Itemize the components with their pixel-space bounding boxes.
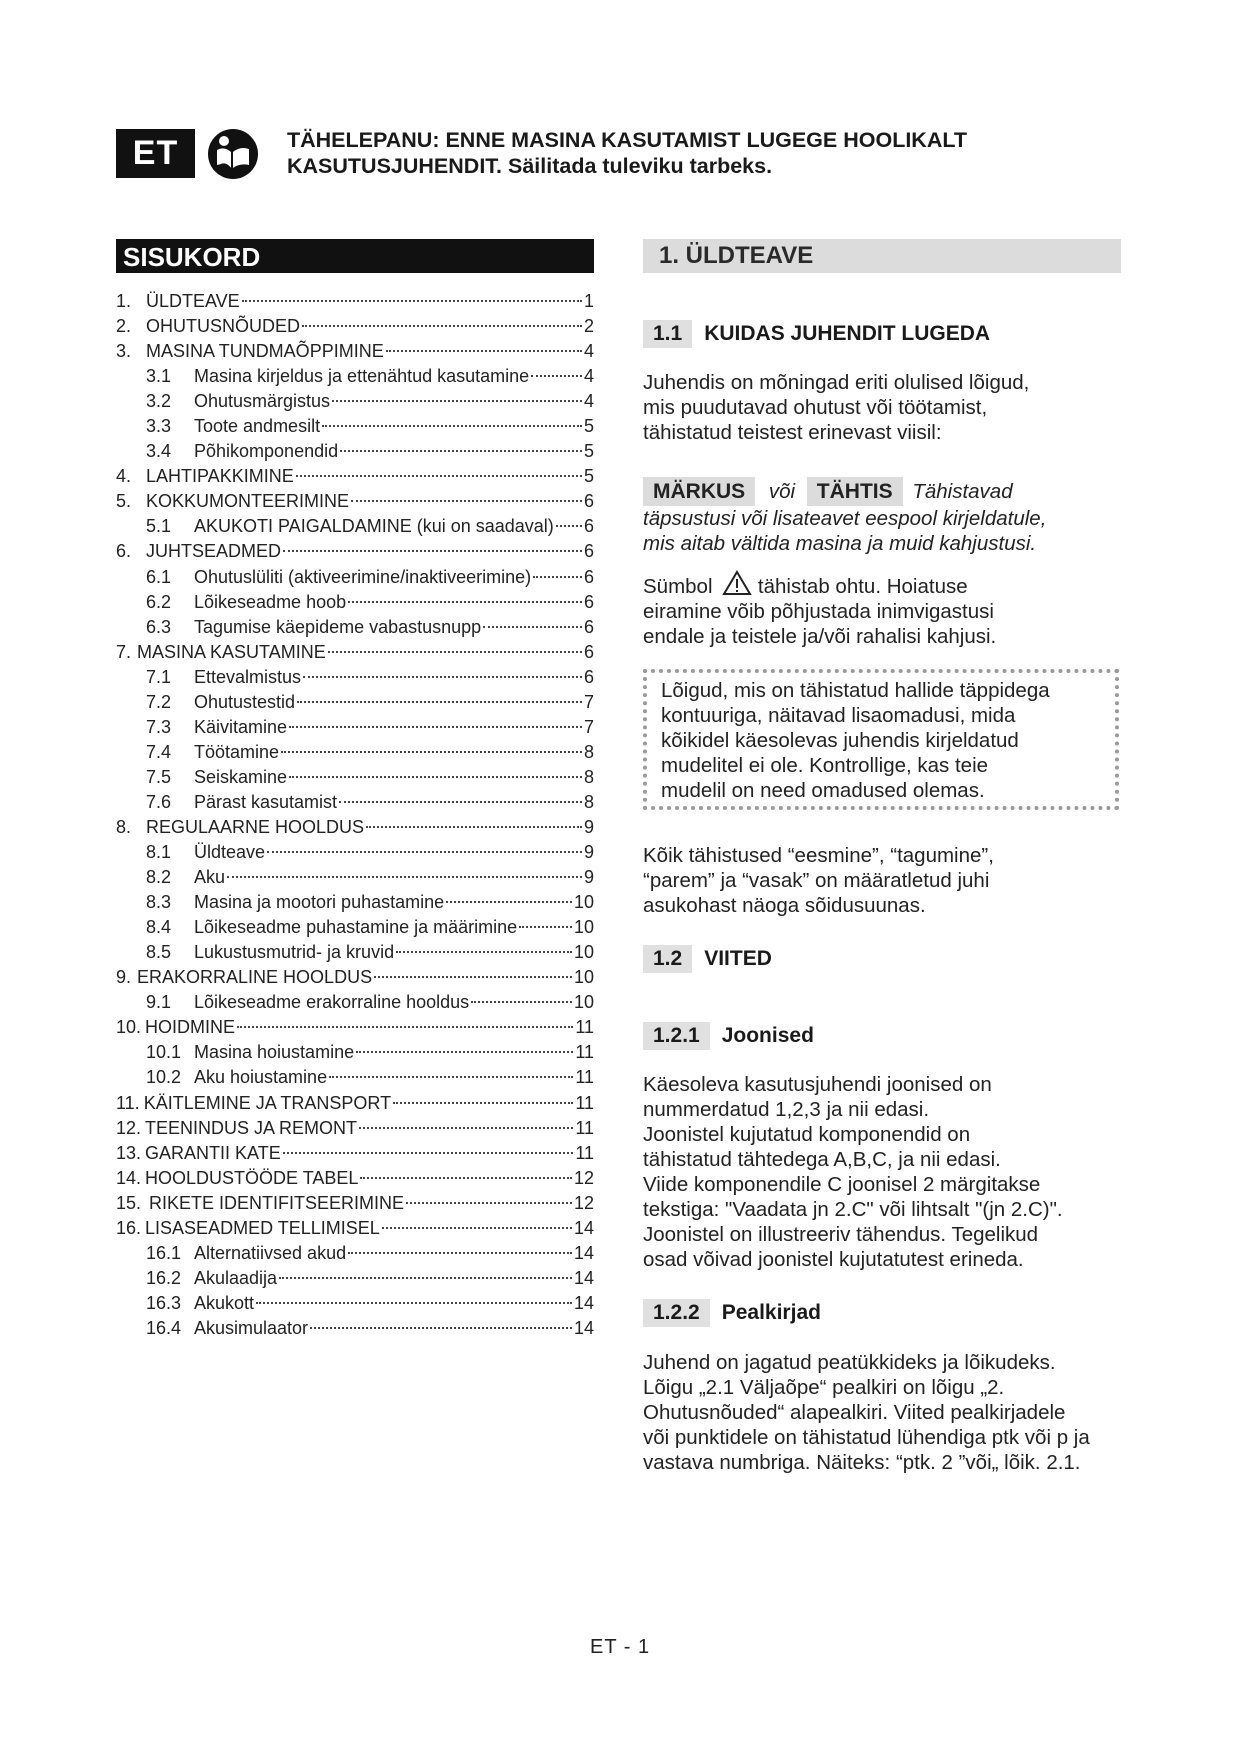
- toc-entry: [116, 414, 594, 439]
- toc-entry-title: LAHTIPAKKIMINE: [146, 466, 294, 487]
- toc-entry-title: Töötamine: [194, 741, 280, 762]
- header-notice-line1: TÄHELEPANU: ENNE MASINA KASUTAMIST LUGEGE HOOLIKALT: [287, 128, 968, 152]
- toc-entry-title: Lõikeseadme hoob: [194, 591, 347, 612]
- toc-entry: [116, 1015, 594, 1040]
- toc-entry: [116, 715, 594, 740]
- toc-entry-number: 8.: [116, 816, 132, 837]
- toc-entry-title: ÜLDTEAVE: [146, 291, 240, 311]
- toc-dot-leader: [351, 500, 582, 502]
- toc-entry: [116, 640, 594, 665]
- toc-entry: [116, 865, 594, 890]
- text-line: “parem” ja “vasak” on määratletud juhi: [643, 869, 990, 892]
- toc-entry-number: 7.: [116, 641, 132, 662]
- toc-entry-page: 9: [583, 816, 594, 837]
- toc-dot-leader: [328, 651, 582, 653]
- toc-entry-number: 16.3: [146, 1292, 182, 1313]
- toc-dot-leader: [289, 726, 582, 728]
- toc-entry: [116, 565, 594, 590]
- toc-entry-number: 4.: [116, 466, 132, 487]
- toc-entry: [116, 790, 594, 815]
- toc-entry: [116, 1216, 594, 1241]
- note-connector: või: [768, 480, 796, 503]
- text-line: asukohast näoga sõidusuunas.: [643, 894, 926, 917]
- toc-entry: [116, 1116, 594, 1141]
- toc-title: SISUKORD: [116, 239, 594, 273]
- toc-dot-leader: [531, 375, 582, 377]
- toc-dot-leader: [329, 1076, 573, 1078]
- toc-dot-leader: [289, 776, 582, 778]
- text-line: tekstiga: "Vaadata jn 2.C" või lihtsalt "(jn 2.C)".: [643, 1198, 1063, 1221]
- toc-entry-title: RIKETE IDENTIFITSEERIMINE: [149, 1192, 405, 1213]
- toc-entry-page: 8: [583, 791, 594, 812]
- section-title-uldteave: 1. ÜLDTEAVE: [643, 239, 1121, 273]
- toc-entry: [116, 1241, 594, 1266]
- toc-entry-title: Käivitamine: [194, 716, 288, 737]
- toc-dot-leader: [348, 601, 582, 603]
- toc-entry-title: Ohutuslüliti (aktiveerimine/inaktiveerimine): [194, 566, 532, 587]
- toc-entry-number: 8.2: [146, 867, 172, 888]
- toc-entry: [116, 1191, 594, 1216]
- toc-entry-title: REGULAARNE HOOLDUS: [146, 816, 365, 837]
- toc-entry-title: TEENINDUS JA REMONT: [145, 1117, 358, 1138]
- toc-entry-page: 6: [583, 591, 594, 612]
- toc-entry-page: 6: [583, 491, 594, 512]
- toc-entry: [116, 439, 594, 464]
- toc-entry: [116, 965, 594, 990]
- toc-entry-page: 7: [583, 716, 594, 737]
- toc-entry: [116, 815, 594, 840]
- toc-entry: [116, 940, 594, 965]
- toc-entry-page: 11: [575, 1042, 594, 1063]
- toc-entry-title: AKUKOTI PAIGALDAMINE (kui on saadaval): [194, 516, 554, 537]
- subsection-number: 1.2: [643, 945, 692, 973]
- toc-entry-page: 4: [583, 366, 594, 387]
- subsection-1-1-heading: [643, 320, 990, 348]
- toc-entry-title: Ohutusmärgistus: [194, 391, 331, 412]
- subsection-number: 1.1: [643, 320, 692, 348]
- toc-entry-page: 1: [583, 291, 594, 311]
- toc-dot-leader: [382, 1227, 572, 1229]
- toc-entry-number: 6.2: [146, 591, 172, 612]
- text-line: täpsustusi või lisateavet eespool kirjeldatule,: [643, 507, 1047, 530]
- toc-entry-title: ERAKORRALINE HOOLDUS: [137, 967, 373, 988]
- toc-entry-number: 8.1: [146, 842, 172, 863]
- text-line: Viide komponendile C joonisel 2 märgitakse: [643, 1173, 1041, 1196]
- text-line: Joonistel on illustreeriv tähendus. Tegelikud: [643, 1223, 1039, 1246]
- toc-dot-leader: [519, 926, 572, 928]
- subsection-title: VIITED: [704, 947, 772, 970]
- toc-entry-number: 15.: [116, 1192, 142, 1213]
- toc-entry-page: 6: [583, 516, 594, 537]
- toc-entry-title: Akusimulaator: [194, 1317, 309, 1338]
- toc-entry-title: Lõikeseadme puhastamine ja määrimine: [194, 917, 518, 938]
- header-notice: [287, 127, 1047, 179]
- table-of-contents: [116, 289, 594, 1341]
- toc-dot-leader: [356, 1051, 573, 1053]
- toc-entry-title: JUHTSEADMED: [146, 541, 282, 562]
- toc-entry: [116, 990, 594, 1015]
- toc-entry-number: 10.2: [146, 1067, 182, 1088]
- header-notice-line2: KASUTUSJUHENDIT. Säilitada tuleviku tarbeks.: [287, 154, 773, 178]
- text-line: tähistatud tähtedega A,B,C, ja nii edasi.: [643, 1148, 1001, 1171]
- language-badge: ET: [116, 129, 195, 178]
- toc-entry-number: 7.3: [146, 716, 172, 737]
- toc-entry: [116, 1141, 594, 1166]
- toc-entry-page: 14: [573, 1317, 594, 1338]
- toc-entry: [116, 1166, 594, 1191]
- toc-entry-page: 5: [583, 441, 594, 462]
- toc-dot-leader: [340, 450, 582, 452]
- toc-dot-leader: [386, 350, 582, 352]
- text-line: Kõik tähistused “eesmine”, “tagumine”,: [643, 844, 994, 867]
- toc-entry: [116, 339, 594, 364]
- toc-entry-number: 8.3: [146, 892, 172, 913]
- toc-entry-page: 6: [583, 666, 594, 687]
- toc-dot-leader: [446, 901, 572, 903]
- warning-triangle-icon: [722, 570, 752, 596]
- toc-entry-number: 3.: [116, 341, 132, 362]
- toc-dot-leader: [339, 801, 582, 803]
- toc-entry-title: Masina hoiustamine: [194, 1042, 355, 1063]
- toc-dot-leader: [297, 701, 582, 703]
- toc-entry: [116, 1266, 594, 1291]
- toc-dot-leader: [332, 400, 582, 402]
- toc-dot-leader: [471, 1001, 572, 1003]
- toc-entry-title: Aku: [194, 867, 226, 888]
- toc-entry-page: 4: [583, 391, 594, 412]
- toc-entry: [116, 690, 594, 715]
- toc-entry-number: 9.: [116, 967, 132, 988]
- text-line: mudelitel ei ole. Kontrollige, kas teie: [661, 754, 989, 777]
- toc-entry-title: Aku hoiustamine: [194, 1067, 328, 1088]
- subsection-number: 1.2.2: [643, 1299, 710, 1327]
- toc-entry-number: 10.1: [146, 1042, 182, 1063]
- toc-entry-number: 3.2: [146, 391, 172, 412]
- toc-entry: [116, 840, 594, 865]
- toc-entry-title: Seiskamine: [194, 766, 288, 787]
- toc-entry: [116, 590, 594, 615]
- toc-dot-leader: [302, 325, 582, 327]
- figures-paragraph: [643, 1072, 1133, 1272]
- text-line: Lõigu „2.1 Väljaõpe“ pealkiri on lõigu „2.: [643, 1376, 1005, 1399]
- toc-entry-page: 14: [573, 1292, 594, 1313]
- read-manual-icon: [207, 128, 259, 180]
- toc-entry: [116, 539, 594, 564]
- toc-entry: [116, 890, 594, 915]
- toc-entry-page: 9: [583, 842, 594, 863]
- toc-entry: [116, 740, 594, 765]
- toc-entry: [116, 1291, 594, 1316]
- subsection-title: Joonised: [721, 1024, 814, 1047]
- toc-dot-leader: [483, 626, 582, 628]
- toc-entry: [116, 514, 594, 539]
- toc-entry-number: 5.1: [146, 516, 172, 537]
- toc-dot-leader: [359, 1127, 573, 1129]
- text-line: eiramine võib põhjustada inimvigastusi: [643, 600, 994, 623]
- toc-entry-number: 7.4: [146, 741, 172, 762]
- toc-dot-leader: [267, 851, 582, 853]
- optional-features-box: [643, 669, 1119, 810]
- text-line: osad võivad joonistel kujutatutest erineda.: [643, 1248, 1024, 1271]
- subsection-1-2-heading: [643, 945, 772, 973]
- toc-entry-page: 11: [575, 1017, 594, 1038]
- toc-entry-number: 16.2: [146, 1267, 182, 1288]
- toc-entry-title: Akulaadija: [194, 1267, 278, 1288]
- toc-entry-number: 13.: [116, 1142, 142, 1163]
- toc-entry: [116, 1065, 594, 1090]
- toc-dot-leader: [256, 1302, 572, 1304]
- toc-dot-leader: [283, 1152, 574, 1154]
- toc-entry-page: 12: [573, 1192, 594, 1213]
- toc-entry-page: 14: [573, 1267, 594, 1288]
- toc-entry: [116, 364, 594, 389]
- toc-entry: [116, 615, 594, 640]
- toc-entry-page: 10: [573, 892, 594, 913]
- toc-entry-page: 2: [583, 316, 594, 337]
- toc-dot-leader: [533, 576, 582, 578]
- toc-entry-title: GARANTII KATE: [145, 1142, 281, 1163]
- text-line: tähistatud teistest erinevast viisil:: [643, 421, 942, 444]
- toc-entry-page: 5: [583, 466, 594, 487]
- toc-entry: [116, 665, 594, 690]
- toc-dot-leader: [296, 475, 582, 477]
- toc-dot-leader: [237, 1026, 573, 1028]
- toc-entry-number: 12.: [116, 1117, 142, 1138]
- note-text: Tähistavad: [912, 480, 1013, 503]
- text-line: Käesoleva kasutusjuhendi joonised on: [643, 1073, 992, 1096]
- toc-entry-number: 6.1: [146, 566, 172, 587]
- subsection-1-2-2-heading: [643, 1299, 821, 1327]
- toc-entry-number: 7.2: [146, 691, 172, 712]
- toc-dot-leader: [360, 1177, 572, 1179]
- toc-entry-title: KOKKUMONTEERIMINE: [146, 491, 350, 512]
- text-line: Joonistel kujutatud komponendid on: [643, 1123, 971, 1146]
- toc-entry-title: LISASEADMED TELLIMISEL: [145, 1217, 380, 1238]
- toc-entry-title: KÄITLEMINE JA TRANSPORT: [143, 1092, 392, 1113]
- toc-entry-number: 8.5: [146, 942, 172, 963]
- page-number: ET - 1: [590, 1636, 651, 1658]
- markus-tag: MÄRKUS: [643, 477, 755, 506]
- text-line: Juhend on jagatud peatükkideks ja lõikudeks.: [643, 1351, 1056, 1374]
- toc-entry-number: 3.1: [146, 366, 172, 387]
- toc-entry-page: 11: [575, 1067, 594, 1088]
- toc-entry-page: 11: [575, 1142, 594, 1163]
- toc-entry-number: 6.3: [146, 616, 172, 637]
- toc-entry-title: Ohutustestid: [194, 691, 296, 712]
- toc-entry-title: MASINA TUNDMAÕPPIMINE: [146, 341, 384, 362]
- toc-entry-number: 1.: [116, 291, 132, 311]
- toc-entry-page: 11: [575, 1117, 594, 1138]
- toc-entry-title: OHUTUSNÕUDED: [146, 316, 301, 337]
- toc-entry-number: 16.: [116, 1217, 142, 1238]
- toc-entry-title: Üldteave: [194, 842, 266, 863]
- text-line: mis aitab vältida masina ja muid kahjustusi.: [643, 532, 1037, 555]
- toc-entry-page: 6: [583, 541, 594, 562]
- toc-entry-title: Masina ja mootori puhastamine: [194, 892, 445, 913]
- text-line: mudelil on need omadused olemas.: [661, 779, 985, 802]
- toc-dot-leader: [227, 876, 582, 878]
- toc-entry-title: Lõikeseadme erakorraline hooldus: [194, 992, 470, 1013]
- intro-paragraph: [643, 370, 1123, 445]
- toc-entry-number: 8.4: [146, 917, 172, 938]
- toc-entry-number: 11.: [116, 1092, 140, 1113]
- toc-entry-page: 10: [573, 942, 594, 963]
- toc-dot-leader: [348, 1252, 572, 1254]
- toc-entry: [116, 314, 594, 339]
- toc-dot-leader: [556, 525, 582, 527]
- toc-entry: [116, 1091, 594, 1116]
- toc-dot-leader: [366, 826, 582, 828]
- toc-entry-page: 10: [573, 967, 594, 988]
- toc-dot-leader: [322, 425, 582, 427]
- toc-dot-leader: [283, 550, 582, 552]
- toc-entry-page: 4: [583, 341, 594, 362]
- toc-entry-number: 9.1: [146, 992, 172, 1013]
- toc-entry: [116, 1040, 594, 1065]
- toc-entry-number: 16.1: [146, 1242, 182, 1263]
- toc-entry-number: 7.5: [146, 766, 172, 787]
- toc-dot-leader: [281, 751, 582, 753]
- toc-entry-page: 8: [583, 766, 594, 787]
- toc-entry-number: 6.: [116, 541, 132, 562]
- toc-entry-number: 3.4: [146, 441, 172, 462]
- toc-dot-leader: [242, 300, 582, 302]
- toc-entry-title: Pärast kasutamist: [194, 791, 338, 812]
- text-line: Juhendis on mõningad eriti olulised lõigud,: [643, 371, 1030, 394]
- toc-entry: [116, 765, 594, 790]
- toc-entry-number: 16.4: [146, 1317, 182, 1338]
- toc-entry-page: 5: [583, 416, 594, 437]
- symbol-prefix: Sümbol: [643, 575, 713, 598]
- toc-entry-page: 10: [573, 917, 594, 938]
- subsection-title: KUIDAS JUHENDIT LUGEDA: [704, 322, 991, 345]
- toc-entry-title: Akukott: [194, 1292, 255, 1313]
- toc-entry-page: 6: [583, 641, 594, 662]
- toc-entry: [116, 389, 594, 414]
- toc-entry-page: 8: [583, 741, 594, 762]
- text-line: vastava numbriga. Näiteks: “ptk. 2 ”või„ lõik. 2.1.: [643, 1451, 1081, 1474]
- text-line: Ohutusnõuded“ alapealkiri. Viited pealkirjadele: [643, 1401, 1066, 1424]
- toc-entry-title: MASINA KASUTAMINE: [137, 641, 326, 662]
- toc-dot-leader: [406, 1202, 572, 1204]
- directions-paragraph: [643, 843, 1123, 918]
- symbol-paragraph: [643, 570, 1123, 649]
- toc-entry-number: 7.6: [146, 791, 172, 812]
- toc-entry-page: 10: [573, 992, 594, 1013]
- toc-entry-title: HOOLDUSTÖÖDE TABEL: [145, 1167, 359, 1188]
- toc-entry-number: 7.1: [146, 666, 172, 687]
- subsection-title: Pealkirjad: [721, 1301, 821, 1324]
- toc-entry-number: 10.: [116, 1017, 142, 1038]
- toc-entry-page: 6: [583, 566, 594, 587]
- toc-entry-page: 11: [575, 1092, 594, 1113]
- toc-dot-leader: [396, 951, 572, 953]
- toc-entry-page: 14: [573, 1217, 594, 1238]
- text-line: Lõigud, mis on tähistatud hallide täppidega: [661, 679, 1050, 702]
- symbol-text: tähistab ohtu. Hoiatuse: [757, 575, 968, 598]
- text-line: endale ja teistele ja/või rahalisi kahjusi.: [643, 625, 997, 648]
- toc-entry-number: 5.: [116, 491, 132, 512]
- toc-entry-title: Alternatiivsed akud: [194, 1242, 347, 1263]
- toc-entry-page: 14: [573, 1242, 594, 1263]
- text-line: mis puudutavad ohutust või töötamist,: [643, 396, 988, 419]
- toc-entry-title: HOIDMINE: [145, 1017, 236, 1038]
- toc-entry-title: Tagumise käepideme vabastusnupp: [194, 616, 482, 637]
- toc-entry-title: Ettevalmistus: [194, 666, 302, 687]
- toc-entry: [116, 915, 594, 940]
- toc-entry-number: 3.3: [146, 416, 172, 437]
- toc-dot-leader: [279, 1277, 572, 1279]
- tahtis-tag: TÄHTIS: [807, 477, 903, 506]
- toc-entry: [116, 289, 594, 314]
- toc-entry-page: 6: [583, 616, 594, 637]
- toc-entry: [116, 489, 594, 514]
- toc-entry-page: 9: [583, 867, 594, 888]
- toc-entry-title: Lukustusmutrid- ja kruvid: [194, 942, 395, 963]
- subsection-1-2-1-heading: [643, 1022, 814, 1050]
- text-line: või punktidele on tähistatud lühendiga ptk või p ja: [643, 1426, 1090, 1449]
- toc-dot-leader: [310, 1327, 572, 1329]
- headings-paragraph: [643, 1350, 1143, 1475]
- toc-entry-number: 14.: [116, 1167, 142, 1188]
- toc-dot-leader: [303, 676, 582, 678]
- toc-dot-leader: [393, 1102, 573, 1104]
- toc-entry: [116, 1316, 594, 1341]
- toc-entry-title: Põhikomponendid: [194, 441, 339, 462]
- toc-entry-page: 7: [583, 691, 594, 712]
- toc-entry-title: Masina kirjeldus ja ettenähtud kasutamine: [194, 366, 530, 387]
- text-line: kõikidel käesolevas juhendis kirjeldatud: [661, 729, 1019, 752]
- toc-entry: [116, 464, 594, 489]
- note-paragraph: [643, 477, 1123, 556]
- toc-entry-number: 2.: [116, 316, 132, 337]
- text-line: nummerdatud 1,2,3 ja nii edasi.: [643, 1098, 930, 1121]
- toc-dot-leader: [374, 976, 572, 978]
- text-line: kontuuriga, näitavad lisaomadusi, mida: [661, 704, 1016, 727]
- toc-entry-title: Toote andmesilt: [194, 416, 321, 437]
- toc-entry-page: 12: [573, 1167, 594, 1188]
- subsection-number: 1.2.1: [643, 1022, 710, 1050]
